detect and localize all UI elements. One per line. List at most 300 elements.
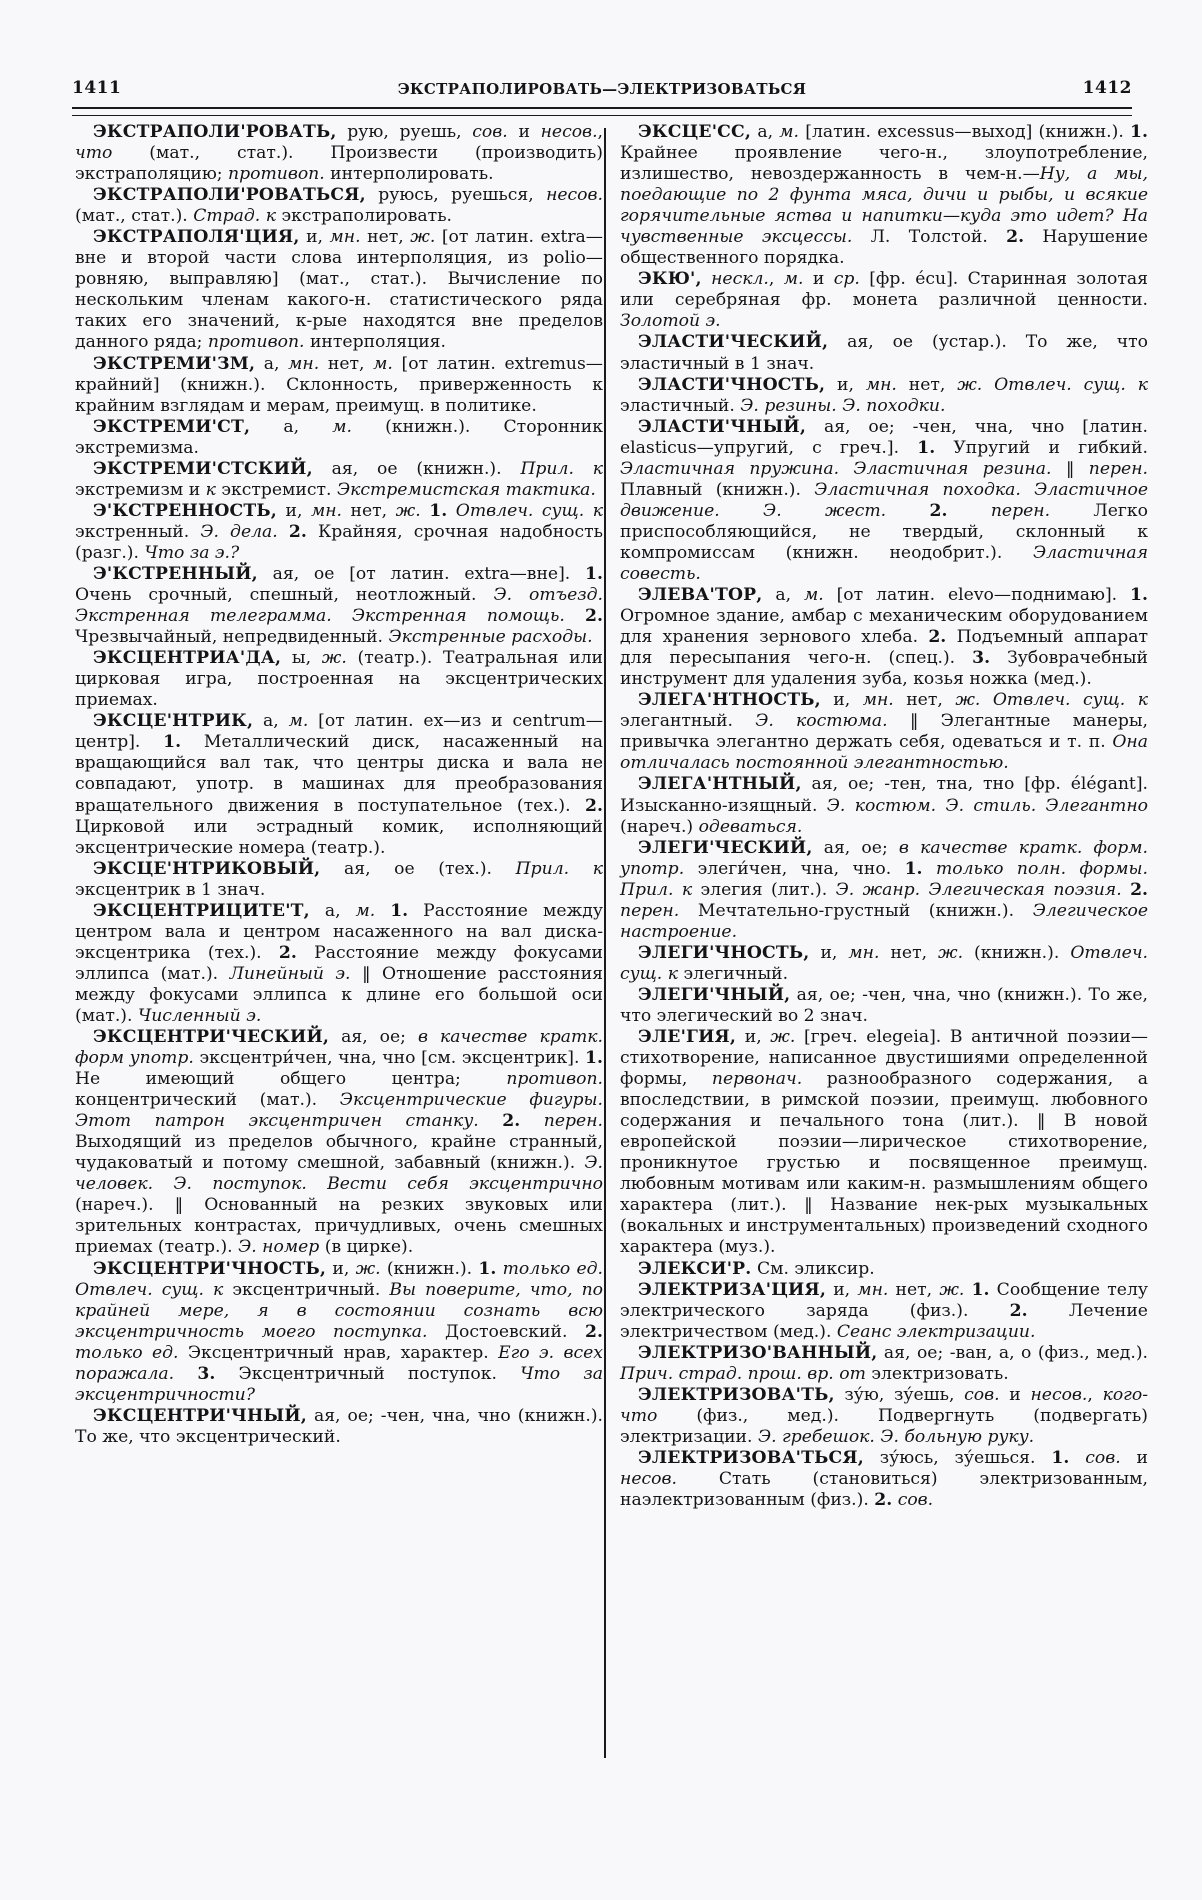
italic-gloss: Прич. страд. прош. вр. от — [620, 1363, 866, 1384]
headword: ЭКСЦЕ'СС, — [638, 122, 752, 142]
headword: ЭЛЕ'ГИЯ, — [638, 1027, 737, 1048]
headword: ЭЛЕГА'НТНОСТЬ, — [638, 690, 821, 711]
italic-gloss: м. — [355, 900, 376, 921]
definition-text: и — [999, 1384, 1031, 1405]
headword: ЭКСТРАПОЛИ'РОВАТЬ, — [93, 122, 337, 142]
italic-gloss: ж. — [355, 1258, 381, 1279]
definition-text: (книжн.). — [963, 942, 1071, 963]
italic-gloss: Страд. — [193, 206, 261, 227]
italic-gloss: Отвлеч. сущ. — [620, 942, 1148, 984]
definition-text: и — [1120, 1447, 1149, 1468]
definition-text: элегия (лит.). — [692, 879, 836, 900]
page-header — [72, 78, 1132, 104]
italic-gloss: ж. — [321, 648, 347, 669]
italic-gloss: м. — [288, 711, 309, 732]
definition-text — [569, 859, 593, 879]
definition-text: Плавный (книжн.). — [620, 479, 815, 500]
dictionary-entry — [75, 711, 603, 858]
italic-gloss: одеваться. — [698, 816, 803, 837]
italic-gloss: мн. — [288, 353, 320, 374]
italic-gloss: только ед. — [75, 1342, 179, 1363]
dictionary-entry — [75, 564, 603, 648]
sense-number: 1. — [585, 1048, 603, 1069]
italic-gloss: Численный э. — [137, 1005, 262, 1026]
definition-text — [1125, 690, 1138, 710]
definition-text — [375, 901, 390, 921]
italic-gloss: ж. Отвлеч. сущ. — [955, 690, 1126, 711]
dictionary-entry — [75, 859, 603, 901]
definition-text: Эксцентричный поступок. — [215, 1363, 521, 1384]
definition-text: , — [1087, 1384, 1103, 1405]
definition-text: ая, ое; -тен, тна, тно [фр. élégant]. Изысканно-изящный. — [620, 774, 1148, 816]
dictionary-entry — [75, 901, 603, 1027]
italic-gloss: ж. Отвлеч. сущ. — [957, 374, 1126, 395]
italic-gloss: сов. — [472, 122, 508, 142]
sense-number: 1. — [429, 500, 448, 521]
definition-text: ‖ — [1051, 458, 1089, 479]
dictionary-entry — [620, 332, 1148, 374]
italic-gloss: Эксцентрические фигуры. Этот патрон эксцентричен станку. — [75, 1090, 603, 1132]
definition-text: эксцентри́чен, чна, чно [см. эксцентрик]. — [193, 1048, 586, 1069]
italic-gloss: мн. — [865, 374, 897, 395]
italic-gloss: мн. — [862, 690, 894, 711]
definition-text: ая, ое; -чен, чна, чно (книжн.). То же, что элегический во 2 знач. — [620, 984, 1148, 1026]
headword: ЭКСЦЕ'НТРИКОВЫЙ, — [93, 858, 321, 879]
definition-text — [1069, 1448, 1085, 1468]
definition-text: Цирковой или эстрадный комик, исполняющий эксцентрические номера (театр.). — [75, 816, 603, 858]
definition-text: Сообщение телу электрического заряда (физ.). — [620, 1279, 1148, 1321]
definition-text: ая, ое; -чен, чна, чно [латин. elasticus—упругий, с греч.]. — [620, 416, 1148, 458]
definition-text: , — [768, 269, 784, 290]
definition-text: а, — [255, 353, 289, 374]
sense-number: 1. — [971, 1279, 990, 1300]
italic-gloss: противоп. — [207, 332, 305, 353]
sense-number: 1. — [390, 900, 409, 921]
definition-text: нет, — [879, 942, 939, 963]
italic-gloss: Э. жанр. Элегическая поэзия. — [835, 879, 1122, 900]
definition-text: нет, — [342, 500, 396, 521]
headword: ЭЛЕГИ'ЧНОСТЬ, — [638, 942, 810, 963]
dictionary-entry — [620, 838, 1148, 943]
headword: ЭКСТРЕМИ'СТ, — [93, 416, 251, 437]
sense-number: 3. — [972, 648, 991, 669]
definition-text: ая, ое [от латин. extra—вне]. — [257, 563, 586, 584]
definition-text — [421, 501, 430, 521]
italic-gloss: Эластичная совесть. — [620, 542, 1148, 584]
italic-gloss: кого-что — [620, 1384, 1149, 1426]
definition-text: и, — [820, 690, 863, 711]
italic-gloss: Она отличалась постоянной элегантностью. — [620, 732, 1148, 774]
dictionary-entry — [620, 122, 1148, 269]
dictionary-entry — [75, 185, 603, 227]
definition-text: а, — [762, 585, 804, 606]
column-divider — [604, 128, 606, 1758]
definition-text: электризовать. — [865, 1363, 1009, 1384]
definition-text: концентрический (мат.). — [75, 1090, 340, 1111]
dictionary-entry — [620, 585, 1148, 690]
italic-gloss: Ну, а мы, поедающие по 2 фунта мяса, дичи и рыбы, и всякие горячительные яства и напитки—куда это идет? На чувственные эксцессы. — [620, 164, 1148, 248]
italic-gloss: к — [667, 963, 678, 984]
headword: ЭЛАСТИ'ЧНЫЙ, — [638, 416, 807, 437]
italic-gloss: перен. — [620, 900, 680, 921]
italic-gloss: Э. резины. Э. походки. — [740, 395, 946, 416]
dictionary-entry — [75, 1259, 603, 1406]
italic-gloss: перен. — [543, 1111, 603, 1132]
definition-text: ая, ое; — [329, 1027, 418, 1048]
dictionary-entry — [75, 501, 603, 564]
definition-text — [174, 1364, 197, 1384]
definition-text — [886, 501, 929, 521]
italic-gloss: сов. — [897, 1490, 934, 1511]
italic-gloss: ж. — [939, 1279, 965, 1300]
definition-text: Расстояние между фокусами эллипса (мат.). — [75, 942, 603, 984]
dictionary-entry — [75, 227, 603, 353]
sense-number: 2. — [929, 500, 948, 521]
italic-gloss: Э. гребешок. Э. больную руку. — [757, 1426, 1035, 1447]
italic-gloss: несов. — [546, 185, 603, 206]
headword: Э'КСТРЕННОСТЬ, — [93, 500, 277, 521]
italic-gloss: м. — [783, 269, 804, 290]
definition-text: элегичный. — [678, 963, 789, 984]
definition-text: и, — [736, 1027, 771, 1048]
headword: ЭЛЕГИ'ЧЕСКИЙ, — [638, 837, 813, 858]
definition-text: нет, — [319, 353, 374, 374]
headword: ЭЛЕКТРИЗОВА'ТЬ, — [638, 1384, 835, 1405]
definition-text: [от латин. extremus—крайний] (книжн.). Склонность, приверженность к крайним взглядам и мерам, преимущ. в политике. — [75, 353, 603, 416]
italic-gloss: к — [1137, 374, 1148, 395]
definition-text — [479, 1111, 503, 1131]
headword: ЭЛЕВА'ТОР, — [638, 585, 763, 606]
italic-gloss: Сеанс электризации. — [836, 1321, 1036, 1342]
dictionary-entry — [75, 459, 603, 501]
definition-text: нет, — [888, 1279, 940, 1300]
sense-number: 2. — [585, 606, 603, 627]
definition-text: и — [803, 269, 834, 290]
definition-text: нет, — [896, 374, 958, 395]
sense-number: 3. — [197, 1363, 216, 1384]
dictionary-entry — [620, 269, 1148, 332]
italic-gloss: к — [213, 1279, 224, 1300]
definition-text — [1126, 375, 1138, 395]
definition-text — [278, 522, 289, 542]
definition-text: [от латин. ex—из и centrum—центр]. — [75, 711, 604, 753]
italic-gloss: противоп. — [228, 164, 325, 185]
header-double-rule — [72, 107, 1132, 116]
definition-text: Чрезвычайный, непредвиденный. — [75, 627, 389, 648]
italic-gloss: Э. номер — [238, 1237, 320, 1258]
dictionary-entry — [620, 417, 1148, 585]
dictionary-entry — [620, 1280, 1148, 1343]
dictionary-entry — [75, 122, 603, 185]
sense-number: 1. — [1130, 122, 1148, 142]
definition-text: и, — [276, 500, 311, 521]
sense-number: 1. — [1130, 585, 1148, 606]
page-number-left: 1411 — [72, 78, 122, 98]
definition-text: и, — [809, 942, 849, 963]
italic-gloss: несов. — [540, 122, 598, 142]
definition-text: Мечтательно-грустный (книжн.). — [679, 900, 1033, 921]
right-column — [620, 122, 1148, 1511]
definition-text — [447, 501, 456, 521]
definition-text: Эксцентричный нрав, характер. — [178, 1342, 499, 1363]
definition-text: а, — [253, 711, 289, 732]
italic-gloss: м. — [373, 353, 393, 374]
definition-text: интерполяция. — [304, 332, 446, 353]
sense-number: 2. — [1009, 1300, 1028, 1321]
definition-text: [от латин. extra—вне и второй части слова интерполяция, из polio—ровняю, выправляю] (мат., стат.). Вычисление по нескольким членам какого-н. статистического ряда таких его значений, к-рые находятся вне пределов данного ряда; — [75, 227, 603, 353]
dictionary-entry — [620, 1448, 1148, 1511]
definition-text: (мат., стат.). — [75, 206, 194, 227]
italic-gloss: Линейный э. — [229, 963, 351, 984]
dictionary-entry — [620, 774, 1148, 837]
italic-gloss: м. — [779, 122, 800, 142]
definition-text: (физ., мед.). Подвергнуть (подвергать) электризации. — [620, 1405, 1148, 1447]
definition-text: Крайнее проявление чего-н., злоупотребление, излишество, невоздержанность в чем-н.— — [620, 143, 1148, 185]
italic-gloss: сов. — [964, 1384, 1000, 1405]
definition-text: (книжн.). Сторонник экстремизма. — [75, 416, 604, 458]
definition-text — [673, 880, 681, 900]
definition-text — [204, 1280, 213, 1300]
definition-text: (нареч.). ‖ Основанный на резких звуковых или зрительных контрастах, причудливых, очень смешных приемах (театр.). — [75, 1195, 603, 1258]
running-head: ЭКСТРАПОЛИРОВАТЬ—ЭЛЕКТРИЗОВАТЬСЯ — [397, 80, 807, 98]
dictionary-entry — [75, 417, 603, 459]
italic-gloss: мн. — [310, 500, 342, 521]
definition-text — [520, 1111, 544, 1131]
headword: Э'КСТРЕННЫЙ, — [93, 563, 258, 584]
definition-text: Не имеющий общего центра; — [75, 1069, 507, 1090]
definition-text — [923, 859, 936, 879]
italic-gloss: Прил. — [520, 458, 574, 479]
definition-text: [латин. excessus—выход] (книжн.). — [799, 122, 1131, 142]
definition-text: и — [507, 122, 541, 142]
italic-gloss: только полн. формы. Прил. — [620, 858, 1148, 900]
headword: ЭЛЕКТРИЗА'ЦИЯ, — [638, 1279, 827, 1300]
italic-gloss: к — [592, 858, 603, 879]
italic-gloss: нескл. — [711, 269, 769, 290]
definition-text: ая, ое (тех.). — [320, 858, 516, 879]
headword: ЭЛЕКСИ'Р. — [638, 1258, 752, 1279]
definition-text: , — [597, 122, 603, 142]
definition-text: [греч. elegeia]. В античной поэзии—стихотворение, написанное двустишиями определенной формы, — [620, 1027, 1148, 1090]
definition-text: экстраполировать. — [276, 206, 453, 227]
definition-text: экстремист. — [215, 479, 337, 500]
italic-gloss: Что за эксцентричности? — [75, 1363, 604, 1405]
definition-text — [964, 1280, 971, 1300]
italic-gloss: к — [1137, 690, 1149, 711]
definition-text: ая, ое; -чен, чна, чно (книжн.). То же, что эксцентрический. — [75, 1405, 603, 1447]
headword: ЭКСЦЕНТРИ'ЧНЫЙ, — [93, 1405, 307, 1426]
sense-number: 1. — [163, 732, 182, 753]
italic-gloss: ср. — [833, 269, 860, 290]
definition-text: нет, — [360, 227, 411, 248]
definition-text: Расстояние между центром вала и центром насаженного на вал диска-эксцентрика (тех.). — [75, 900, 603, 963]
headword: ЭЛЕКТРИЗОВА'ТЬСЯ, — [638, 1447, 864, 1468]
italic-gloss: Экстренные расходы. — [388, 627, 593, 648]
definition-text: Л. Толстой. — [852, 227, 1007, 248]
italic-gloss: мн. — [329, 227, 361, 248]
definition-text — [1122, 880, 1130, 900]
definition-text: руюсь, руешься, — [365, 185, 547, 206]
italic-gloss: Элегическое настроение. — [620, 900, 1148, 942]
definition-text: зу́ю, зу́ешь, — [834, 1384, 965, 1405]
definition-text: Лечение электричеством (мед.). — [620, 1300, 1148, 1342]
dictionary-entry — [620, 1385, 1148, 1448]
italic-gloss: Что за э.? — [144, 542, 240, 563]
italic-gloss: ж. — [938, 942, 964, 963]
italic-gloss: в качестве кратк. форм. употр. — [620, 837, 1148, 879]
definition-text — [574, 459, 593, 479]
dictionary-entry — [620, 1027, 1148, 1259]
italic-gloss: Э. костюм. Э. стиль. Элегантно — [826, 795, 1148, 816]
definition-text: Упругий и гибкий. — [935, 437, 1148, 458]
definition-text — [947, 501, 990, 521]
definition-text: эксцентричный. — [223, 1279, 390, 1300]
definition-text: зу́юсь, зу́ешься. — [863, 1447, 1052, 1468]
headword: ЭЛАСТИ'ЧНОСТЬ, — [638, 374, 826, 395]
definition-text: (книжн.). — [380, 1258, 479, 1279]
headword: ЭКСЦЕНТРИЦИТЕ'Т, — [93, 900, 310, 921]
definition-text: ая, ое; -ван, а, о (физ., мед.). — [877, 1342, 1148, 1363]
definition-text: интерполировать. — [324, 164, 494, 185]
definition-text: экстремизм и — [75, 479, 206, 500]
headword: ЭКЮ', — [638, 269, 702, 290]
sense-number: 2. — [585, 1321, 603, 1342]
headword: ЭЛАСТИ'ЧЕСКИЙ, — [638, 332, 829, 353]
definition-text: Огромное здание, амбар с механическим оборудованием для хранения зернового хлеба. — [620, 606, 1148, 648]
italic-gloss: ж. — [395, 500, 421, 521]
definition-text: (театр.). Театральная или цирковая игра, построенная на эксцентрических приемах. — [75, 648, 603, 711]
dictionary-entry — [620, 1343, 1148, 1385]
definition-text: (нареч.) — [620, 816, 699, 837]
definition-text: Крайняя, срочная надобность (разг.). — [75, 521, 603, 563]
italic-gloss: сов. — [1085, 1447, 1121, 1468]
sense-number: 2. — [278, 942, 297, 963]
definition-text: а, — [250, 416, 333, 437]
sense-number: 1. — [904, 858, 923, 879]
definition-text: [фр. écu]. Старинная золотая или серебряная фр. монета различной ценности. — [620, 269, 1148, 311]
headword: ЭКСТРЕМИ'СТСКИЙ, — [93, 458, 313, 479]
sense-number: 1. — [1051, 1447, 1070, 1468]
italic-gloss: ж. — [770, 1027, 796, 1048]
definition-text: ‖ Отношение расстояния между фокусами эллипса к длине его большой оси (мат.). — [75, 963, 604, 1026]
sense-number: 1. — [478, 1258, 497, 1279]
definition-text: Зубоврачебный инструмент для удаления зуба, козья ножка (мед.). — [620, 648, 1148, 690]
definition-text: элегантный. — [620, 711, 756, 732]
sense-number: 2. — [502, 1111, 521, 1132]
definition-text: (мат., стат.). Произвести (производить) экстраполяцию; — [75, 143, 603, 185]
definition-text: ая, ое (устар.). То же, что эластичный в 1 знач. — [620, 332, 1148, 374]
definition-text: Стать (становиться) электризованным, наэлектризованным (физ.). — [620, 1469, 1148, 1511]
italic-gloss: Э. дела. — [200, 521, 278, 542]
italic-gloss: Экстремистская тактика. — [336, 479, 596, 500]
definition-text: элеги́чен, чна, чно. — [684, 858, 905, 879]
definition-text: [от латин. elevo—поднимаю]. — [823, 585, 1131, 606]
italic-gloss: Прил. — [515, 858, 570, 879]
sense-number: 2. — [288, 521, 307, 542]
definition-text: и, — [826, 1279, 858, 1300]
page-number-right: 1412 — [1082, 78, 1132, 98]
definition-text — [702, 269, 711, 289]
definition-text: экстренный. — [75, 521, 201, 542]
definition-text — [584, 501, 593, 521]
italic-gloss: ж. — [410, 227, 436, 248]
headword: ЭКСЦЕНТРИ'ЧЕСКИЙ, — [93, 1027, 330, 1048]
headword: ЭЛЕГИ'ЧНЫЙ, — [638, 984, 791, 1005]
left-column — [75, 122, 603, 1448]
italic-gloss: Золотой э. — [620, 311, 721, 332]
definition-text: (в цирке). — [319, 1237, 414, 1258]
italic-gloss: к — [681, 879, 693, 900]
definition-text: Металлический диск, насаженный на вращающийся вал так, что центры диска и вала не совпадают, употр. в машинах для преобразования вращательного движения в поступательное (тех.). — [75, 732, 603, 816]
dictionary-entry — [620, 375, 1148, 417]
italic-gloss: к — [265, 206, 277, 227]
definition-text: Легко приспособляющийся, не твердый, склонный к компромиссам (книжн. неодобрит.). — [620, 500, 1149, 563]
italic-gloss: только ед. Отвлеч. сущ. — [75, 1258, 603, 1300]
definition-text — [565, 606, 585, 626]
headword: ЭКСТРАПОЛИ'РОВАТЬСЯ, — [93, 185, 366, 206]
sense-number: 2. — [874, 1490, 893, 1511]
definition-text: Подъемный аппарат для пересыпания чего-н. (спец.). — [620, 627, 1148, 669]
headword: ЭЛЕГА'НТНЫЙ, — [638, 774, 802, 795]
definition-text: Нарушение общественного порядка. — [620, 227, 1148, 269]
headword: ЭКСЦЕНТРИА'ДА, — [93, 648, 282, 669]
definition-text: рую, руешь, — [336, 122, 473, 142]
italic-gloss: Э. отъезд. Экстренная телеграмма. Экстренная помощь. — [75, 585, 603, 627]
italic-gloss: Эластичная пружина. Эластичная резина. — [620, 458, 1052, 479]
definition-text: и, — [299, 227, 330, 248]
italic-gloss: первонач. — [711, 1069, 803, 1090]
dictionary-entry — [75, 1406, 603, 1448]
italic-gloss: мн. — [848, 942, 880, 963]
definition-text: ы, — [281, 648, 322, 669]
definition-text: разнообразного содержания, а впоследствии, в римской поэзии, преимущ. любовного содержания и печального тона (лит.). ‖ В новой европейской поэзии—лирическое стихотворение, проникнутое грустью и посвященное преимущ. любовным мотивам или каким-н. размышлениям общего характера (лит.). ‖ Название нек-рых музыкальных (вокальных и инструментальных) произведений сходного характера (муз.). — [620, 1069, 1149, 1258]
italic-gloss: в качестве кратк. форм употр. — [75, 1027, 603, 1069]
headword: ЭКСТРАПОЛЯ'ЦИЯ, — [93, 227, 300, 248]
italic-gloss: м. — [803, 585, 824, 606]
definition-text: ая, ое (книжн.). — [312, 458, 521, 479]
definition-text: эластичный. — [620, 395, 741, 416]
dictionary-entry — [620, 985, 1148, 1027]
italic-gloss: к — [592, 500, 604, 521]
definition-text: эксцентрик в 1 знач. — [75, 879, 266, 900]
sense-number: 1. — [917, 437, 936, 458]
italic-gloss: к — [205, 479, 216, 500]
dictionary-entry — [620, 943, 1148, 985]
definition-text: Достоевский. — [427, 1321, 586, 1342]
italic-gloss: что — [75, 143, 113, 164]
definition-text: ‖ Элегантные манеры, привычка элегантно держать себя, одеваться и т. п. — [620, 711, 1148, 753]
headword: ЭКСТРЕМИ'ЗМ, — [93, 353, 256, 374]
definition-text: и, — [825, 374, 866, 395]
italic-gloss: противоп. — [506, 1069, 603, 1090]
definition-text: Очень срочный, спешный, неотложный. — [75, 585, 494, 606]
italic-gloss: мн. — [857, 1279, 889, 1300]
italic-gloss: м. — [332, 416, 352, 437]
italic-gloss: Вы поверите, что, по крайней мере, я в состоянии сознать всю эксцентричность моего поступка. — [75, 1279, 603, 1342]
italic-gloss: Его э. всех поражала. — [75, 1342, 603, 1384]
italic-gloss: перен. — [990, 500, 1051, 521]
definition-text: а, — [309, 900, 356, 921]
italic-gloss: несов. — [1030, 1384, 1088, 1405]
dictionary-entry — [620, 1259, 1148, 1280]
sense-number: 2. — [1130, 879, 1149, 900]
headword: ЭКСЦЕНТРИ'ЧНОСТЬ, — [93, 1258, 327, 1279]
italic-gloss: Э. костюма. — [755, 711, 888, 732]
definition-text: См. эликсир. — [751, 1258, 875, 1279]
sense-number: 1. — [585, 563, 603, 584]
definition-text: и, — [326, 1258, 356, 1279]
italic-gloss: Э. человек. Э. поступок. Вести себя эксцентрично — [75, 1153, 603, 1195]
